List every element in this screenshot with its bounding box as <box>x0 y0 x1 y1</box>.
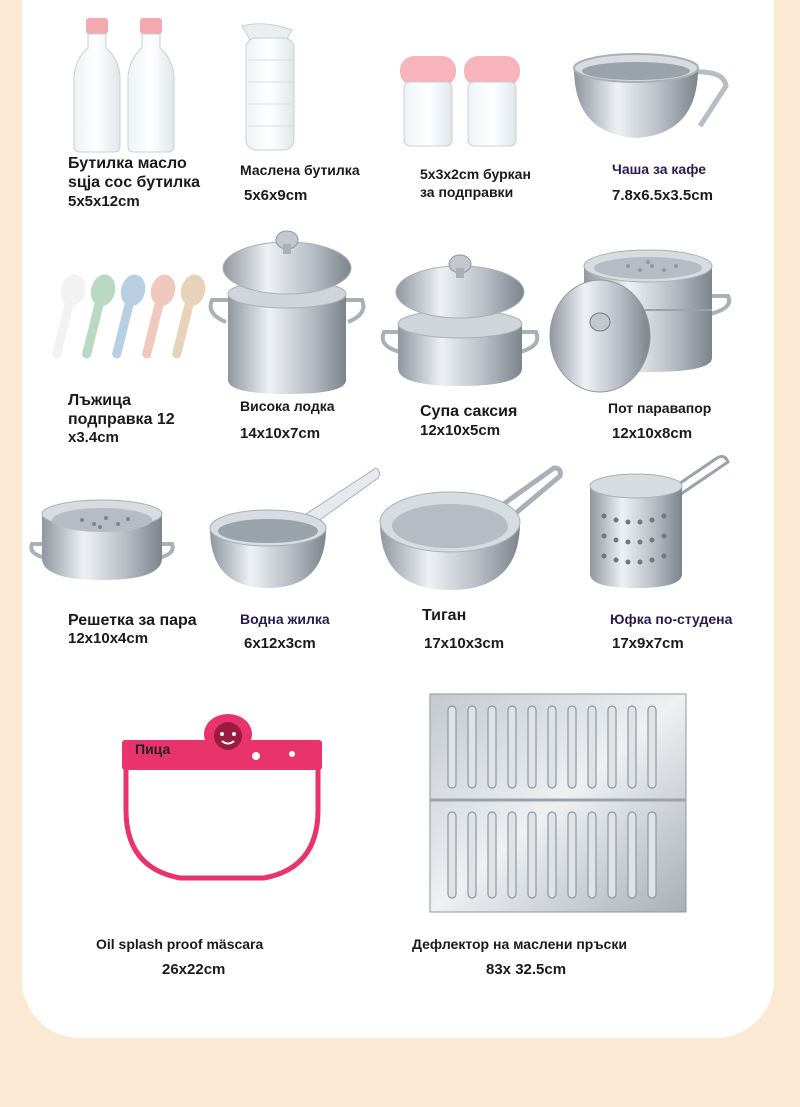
item-dimensions: 12x10x8cm <box>612 425 693 442</box>
item-label: за подправки <box>420 184 514 200</box>
spoons-icon <box>40 272 206 364</box>
item-label: Пот паравапор <box>608 400 712 416</box>
item-label: sцja coc бутилка <box>68 174 201 191</box>
soup-pot-icon <box>378 252 542 392</box>
item-dimensions: 12x10x5cm <box>420 422 501 439</box>
saucepan-icon <box>206 464 386 594</box>
item-label: Юфка по-студена <box>610 611 733 627</box>
mask-header-text: Пица <box>135 741 171 757</box>
item-label: Водна жилка <box>240 611 330 627</box>
item-dimensions: 7.8x6.5x3.5cm <box>612 187 713 204</box>
item-label: Чаша за кафе <box>612 161 707 177</box>
item-dimensions: 83x 32.5cm <box>486 961 567 978</box>
tall-pot-icon <box>204 226 370 396</box>
item-dimensions: 17x10x3cm <box>424 635 505 652</box>
strainer-basket-icon <box>584 446 734 596</box>
item-label: Решетка за пара <box>68 612 197 629</box>
item-dimensions: 5x5x12cm <box>68 193 140 210</box>
item-label: Дефлектор на маслени пръски <box>412 936 627 952</box>
bottles-icon <box>72 16 182 154</box>
item-dimensions: 6x12x3cm <box>244 635 316 652</box>
item-dimensions: x3.4cm <box>68 429 119 446</box>
steamer-pot-icon <box>548 240 738 400</box>
item-label: 5x3x2cm буркан <box>420 166 531 182</box>
oil-jar-icon <box>234 20 304 154</box>
item-label: Тиган <box>422 607 467 624</box>
item-dimensions: 12x10x4cm <box>68 630 149 647</box>
item-label: Oil splash proof mäscara <box>96 936 264 952</box>
item-dimensions: 5x6x9cm <box>244 187 308 204</box>
steamer-rack-icon <box>28 496 176 586</box>
face-shield-icon <box>120 712 324 882</box>
item-label: Бутилка масло <box>68 155 187 172</box>
item-dimensions: 14x10x7cm <box>240 425 321 442</box>
item-label: Супа саксия <box>420 403 518 420</box>
cup-icon <box>570 52 730 142</box>
spice-jars-icon <box>398 54 522 150</box>
item-label: Маслена бутилка <box>240 162 360 178</box>
item-dimensions: 26x22cm <box>162 961 226 978</box>
foil-deflector-icon <box>428 692 688 914</box>
item-dimensions: 17x9x7cm <box>612 635 684 652</box>
item-label: Лъжица <box>68 392 131 409</box>
item-label: подправка 12 <box>68 411 175 428</box>
frying-pan-icon <box>378 462 564 594</box>
item-label: Висока лодка <box>240 398 335 414</box>
